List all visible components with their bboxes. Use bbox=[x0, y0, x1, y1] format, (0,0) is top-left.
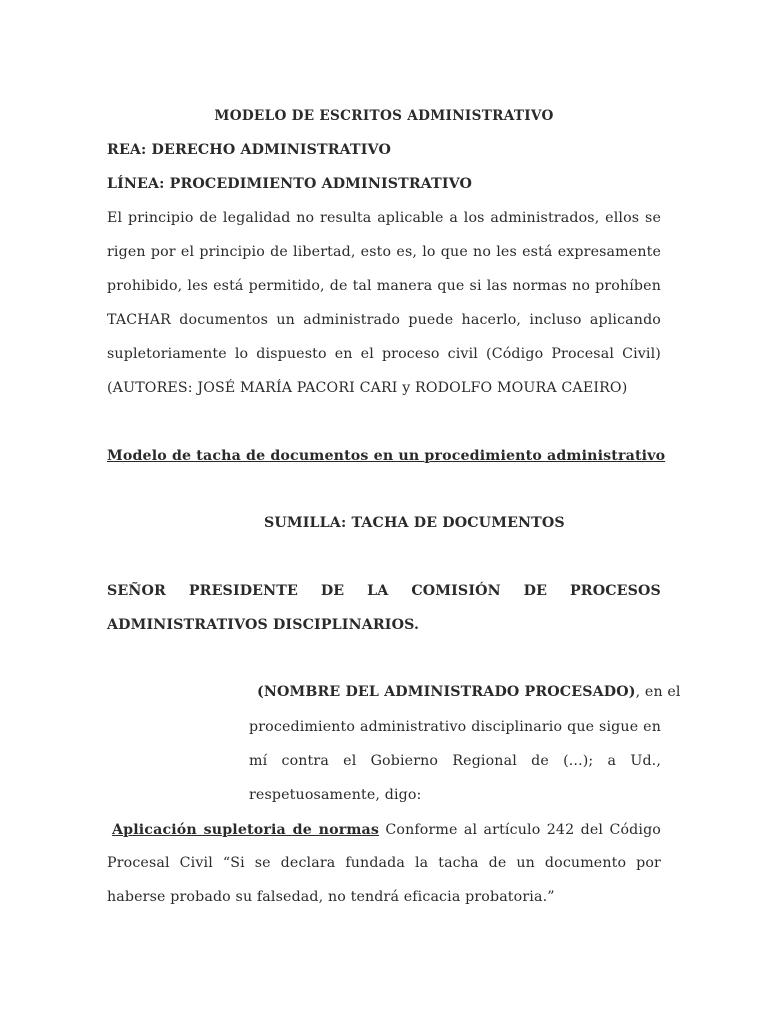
linea-heading: LÍNEA: PROCEDIMIENTO ADMINISTRATIVO bbox=[107, 176, 473, 192]
intro-line-1: El principio de legalidad no resulta aplicable a los administrados, ellos se bbox=[107, 210, 661, 226]
petitioner-line-3: mí contra el Gobierno Regional de (...); a Ud., bbox=[249, 753, 661, 769]
document-title: MODELO DE ESCRITOS ADMINISTRATIVO bbox=[214, 108, 554, 124]
addressee-line-2: ADMINISTRATIVOS DISCIPLINARIOS. bbox=[107, 617, 420, 633]
petitioner-name: (NOMBRE DEL ADMINISTRADO PROCESADO) bbox=[257, 684, 636, 700]
intro-line-2: rigen por el principio de libertad, esto es, lo que no les está expresamente bbox=[107, 244, 661, 260]
area-heading: REA: DERECHO ADMINISTRATIVO bbox=[107, 142, 391, 158]
addressee-word: DE bbox=[320, 583, 345, 599]
intro-line-3: prohibido, les está permitido, de tal manera que si las normas no prohíben bbox=[107, 278, 661, 294]
addressee-word: DE bbox=[523, 583, 548, 599]
petitioner-tail: , en el bbox=[635, 684, 681, 700]
addressee-word: LA bbox=[367, 583, 389, 599]
petitioner-line-1 bbox=[257, 682, 681, 702]
addressee-line-1 bbox=[107, 581, 661, 601]
section-line-1 bbox=[107, 820, 661, 840]
section-label: Aplicación supletoria de normas bbox=[112, 822, 380, 838]
addressee-word: PRESIDENTE bbox=[188, 583, 298, 599]
intro-line-4: TACHAR documentos un administrado puede hacerlo, incluso aplicando bbox=[107, 312, 661, 328]
petitioner-line-2: procedimiento administrativo disciplinario que sigue en bbox=[249, 719, 661, 735]
petitioner-line-4: respetuosamente, digo: bbox=[249, 787, 422, 803]
section-line-3: haberse probado su falsedad, no tendrá eficacia probatoria.” bbox=[107, 889, 555, 905]
intro-line-5: supletoriamente lo dispuesto en el proceso civil (Código Procesal Civil) bbox=[107, 346, 661, 362]
addressee-word: SEÑOR bbox=[107, 583, 166, 599]
section-line-2: Procesal Civil “Si se declara fundada la tacha de un documento por bbox=[107, 855, 661, 871]
addressee-word: PROCESOS bbox=[569, 583, 661, 599]
addressee-word: COMISIÓN bbox=[411, 583, 501, 599]
sumilla-heading: SUMILLA: TACHA DE DOCUMENTOS bbox=[264, 515, 565, 531]
intro-line-6: (AUTORES: JOSÉ MARÍA PACORI CARI y RODOLFO MOURA CAEIRO) bbox=[107, 380, 628, 396]
section-first-tail: Conforme al artículo 242 del Código bbox=[379, 822, 661, 838]
model-heading: Modelo de tacha de documentos en un procedimiento administrativo bbox=[107, 448, 666, 464]
